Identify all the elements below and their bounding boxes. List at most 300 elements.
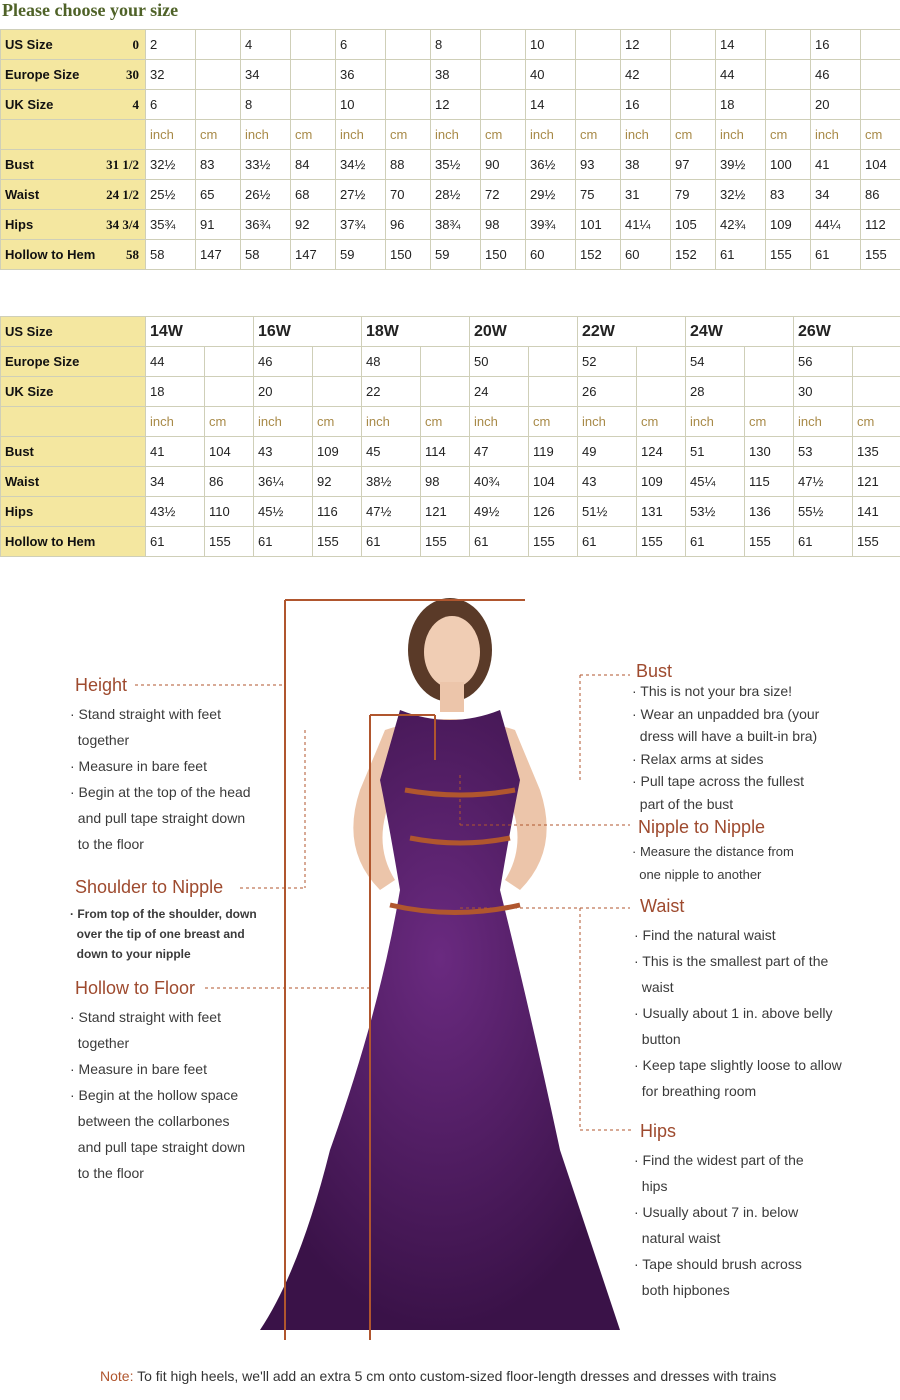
table-cell xyxy=(745,377,794,407)
note-key: Note: xyxy=(100,1368,134,1384)
table-row xyxy=(1,240,900,270)
table-cell: 86 xyxy=(861,180,900,210)
table-cell: cm xyxy=(576,120,621,150)
table-cell: 131 xyxy=(637,497,686,527)
table-cell: 14 xyxy=(526,90,576,120)
table-cell xyxy=(671,30,716,60)
table-cell: 61 xyxy=(686,527,745,557)
table-cell xyxy=(386,90,431,120)
table-cell: 61 xyxy=(578,527,637,557)
bust-instruction-line: part of the bust xyxy=(632,795,734,812)
table-cell: 49½ xyxy=(470,497,529,527)
table-cell: 91 xyxy=(196,210,241,240)
table-cell xyxy=(481,90,526,120)
bust-instruction-line: · Relax arms at sides xyxy=(632,750,764,767)
table-row xyxy=(1,437,900,467)
table-row xyxy=(1,210,900,240)
hollow-instruction-line: · Measure in bare feet xyxy=(70,1061,207,1077)
table-cell: 2 xyxy=(146,30,196,60)
table-cell: 88 xyxy=(386,150,431,180)
table-cell: 147 xyxy=(196,240,241,270)
height-instruction-line: and pull tape straight down xyxy=(70,810,246,826)
table-cell: 44¼ xyxy=(811,210,861,240)
table-cell: inch xyxy=(811,120,861,150)
hollow-instruction-line: between the collarbones xyxy=(70,1113,230,1129)
hollow-instruction-line: and pull tape straight down xyxy=(70,1139,246,1155)
table-cell: 18 xyxy=(146,377,205,407)
height-label: Height xyxy=(75,675,128,695)
size-header: 22W xyxy=(578,317,686,347)
table-cell: 155 xyxy=(529,527,578,557)
table-cell: 10 xyxy=(336,90,386,120)
table-cell: cm xyxy=(766,120,811,150)
table-cell: 40¾ xyxy=(470,467,529,497)
table-cell: 109 xyxy=(766,210,811,240)
bust-instruction-line: dress will have a built-in bra) xyxy=(632,728,818,744)
table-cell: 75 xyxy=(576,180,621,210)
table-cell: 86 xyxy=(205,467,254,497)
table-row xyxy=(1,60,900,90)
waist-instruction-line: · This is the smallest part of the xyxy=(634,953,829,969)
table-cell: 124 xyxy=(637,437,686,467)
bust-instruction-line: · Pull tape across the fullest xyxy=(632,773,804,789)
table-cell xyxy=(196,90,241,120)
table-cell: 24 xyxy=(470,377,529,407)
table-cell: 96 xyxy=(386,210,431,240)
size-header: 14W xyxy=(146,317,254,347)
hips-label: Hips xyxy=(640,1121,677,1141)
table-cell: 83 xyxy=(766,180,811,210)
size-header: 18W xyxy=(362,317,470,347)
waist-instruction-line: for breathing room xyxy=(634,1083,757,1099)
table-cell: 40 xyxy=(526,60,576,90)
row-label-text: UK Size xyxy=(5,97,54,112)
table-cell: 135 xyxy=(853,437,900,467)
table-cell: 36 xyxy=(336,60,386,90)
hips-instruction-line: · Usually about 7 in. below xyxy=(634,1204,799,1220)
table-cell: 25½ xyxy=(146,180,196,210)
table-cell xyxy=(313,377,362,407)
table-cell: 70 xyxy=(386,180,431,210)
table-cell xyxy=(313,347,362,377)
row-label: Hollow to Hem xyxy=(1,527,146,557)
table-cell: 79 xyxy=(671,180,716,210)
table-cell: 26½ xyxy=(241,180,291,210)
table-cell: 109 xyxy=(637,467,686,497)
table-cell: 83 xyxy=(196,150,241,180)
table-cell: 16 xyxy=(621,90,671,120)
table-cell xyxy=(481,60,526,90)
table-cell: 12 xyxy=(621,30,671,60)
table-cell: 141 xyxy=(853,497,900,527)
height-instruction-line: · Begin at the top of the head xyxy=(70,784,251,800)
size-table-standard xyxy=(0,29,900,270)
table-cell xyxy=(421,347,470,377)
footnote xyxy=(100,1368,776,1384)
table-cell xyxy=(861,90,900,120)
table-cell: 43 xyxy=(578,467,637,497)
nipple-instruction-line: · Measure the distance from xyxy=(632,844,794,859)
height-instruction-line: to the floor xyxy=(70,836,144,852)
table-cell: 152 xyxy=(576,240,621,270)
table-cell: 34 xyxy=(241,60,291,90)
table-cell: 35½ xyxy=(431,150,481,180)
table-cell: 155 xyxy=(861,240,900,270)
table-cell: 58 xyxy=(146,240,196,270)
table-cell: 39¾ xyxy=(526,210,576,240)
hollow-instruction-line: · Stand straight with feet xyxy=(70,1009,221,1025)
table-cell: 150 xyxy=(386,240,431,270)
table-cell: 51 xyxy=(686,437,745,467)
table-cell: 22 xyxy=(362,377,421,407)
row-label: Hips xyxy=(1,497,146,527)
table-cell: 8 xyxy=(431,30,481,60)
table-cell: 16 xyxy=(811,30,861,60)
table-cell: inch xyxy=(241,120,291,150)
row-label: US Size xyxy=(1,317,146,347)
table-cell xyxy=(576,90,621,120)
table-cell: 48 xyxy=(362,347,421,377)
table-cell: 14 xyxy=(716,30,766,60)
table-cell: inch xyxy=(336,120,386,150)
table-cell: 97 xyxy=(671,150,716,180)
bust-instructions xyxy=(632,680,819,815)
table-cell: 105 xyxy=(671,210,716,240)
hips-instruction-line: · Find the widest part of the xyxy=(634,1152,804,1168)
table-cell: 126 xyxy=(529,497,578,527)
waist-instruction-line: · Find the natural waist xyxy=(634,927,776,943)
table-cell: cm xyxy=(313,407,362,437)
waist-instruction-line: button xyxy=(634,1031,681,1047)
size-table-plus xyxy=(0,316,900,557)
waist-label: Waist xyxy=(640,896,685,916)
table-cell: cm xyxy=(421,407,470,437)
hollow-instruction-line: together xyxy=(70,1035,130,1051)
shoulder-instructions xyxy=(70,904,257,964)
table-row xyxy=(1,527,900,557)
table-cell: 61 xyxy=(470,527,529,557)
table-cell: 155 xyxy=(853,527,900,557)
table-cell xyxy=(745,347,794,377)
table-cell: inch xyxy=(794,407,853,437)
table-cell: 36½ xyxy=(526,150,576,180)
row-base-value: 24 1/2 xyxy=(106,187,139,202)
row-label xyxy=(1,30,146,60)
table-cell: 37¾ xyxy=(336,210,386,240)
shoulder-instruction-line: · From top of the shoulder, down xyxy=(70,907,257,921)
table-cell: 6 xyxy=(336,30,386,60)
table-cell xyxy=(671,90,716,120)
table-cell: 41 xyxy=(811,150,861,180)
table-cell: 38 xyxy=(621,150,671,180)
table-cell: 61 xyxy=(811,240,861,270)
table-cell xyxy=(671,60,716,90)
row-base-value: 58 xyxy=(126,247,139,262)
table-cell: 104 xyxy=(205,437,254,467)
row-base-value: 30 xyxy=(126,67,139,82)
row-label xyxy=(1,90,146,120)
table-cell: 31 xyxy=(621,180,671,210)
table-cell: 28 xyxy=(686,377,745,407)
table-cell: 114 xyxy=(421,437,470,467)
table-cell: 109 xyxy=(313,437,362,467)
table-cell: 34 xyxy=(146,467,205,497)
row-label xyxy=(1,210,146,240)
table-cell: 115 xyxy=(745,467,794,497)
table-cell: 55½ xyxy=(794,497,853,527)
row-label xyxy=(1,407,146,437)
table-cell: 8 xyxy=(241,90,291,120)
table-cell: 36¼ xyxy=(254,467,313,497)
table-cell: 49 xyxy=(578,437,637,467)
table-cell: 130 xyxy=(745,437,794,467)
table-cell: 100 xyxy=(766,150,811,180)
table-cell xyxy=(766,90,811,120)
table-cell: inch xyxy=(146,407,205,437)
table-cell: inch xyxy=(431,120,481,150)
row-label-text: Hollow to Hem xyxy=(5,247,96,262)
table-cell: 61 xyxy=(254,527,313,557)
row-label-text: Hips xyxy=(5,217,34,232)
hips-instruction-line: both hipbones xyxy=(634,1282,730,1298)
table-cell: 47½ xyxy=(362,497,421,527)
table-cell: 43 xyxy=(254,437,313,467)
table-cell: 93 xyxy=(576,150,621,180)
bust-instruction-line: · This is not your bra size! xyxy=(632,683,793,699)
table-cell: 155 xyxy=(205,527,254,557)
table-cell xyxy=(386,60,431,90)
table-cell: 46 xyxy=(811,60,861,90)
table-cell: 53½ xyxy=(686,497,745,527)
table-cell: 26 xyxy=(578,377,637,407)
table-cell: 84 xyxy=(291,150,336,180)
table-cell: 29½ xyxy=(526,180,576,210)
table-cell: inch xyxy=(362,407,421,437)
table-row xyxy=(1,30,900,60)
table-cell: 110 xyxy=(205,497,254,527)
model-silhouette xyxy=(260,598,620,1330)
row-label: Europe Size xyxy=(1,347,146,377)
table-cell: 155 xyxy=(313,527,362,557)
nipple-instructions xyxy=(632,841,794,886)
table-cell xyxy=(291,60,336,90)
waist-instruction-line: · Keep tape slightly loose to allow xyxy=(634,1057,842,1073)
table-cell: 104 xyxy=(529,467,578,497)
table-cell: 60 xyxy=(526,240,576,270)
row-label xyxy=(1,180,146,210)
table-cell: 121 xyxy=(853,467,900,497)
table-cell: 59 xyxy=(336,240,386,270)
table-cell: 61 xyxy=(716,240,766,270)
table-cell: cm xyxy=(481,120,526,150)
table-cell: 61 xyxy=(794,527,853,557)
table-cell: 44 xyxy=(146,347,205,377)
table-cell: inch xyxy=(686,407,745,437)
row-label xyxy=(1,240,146,270)
table-cell: 59 xyxy=(431,240,481,270)
table-row xyxy=(1,467,900,497)
row-label xyxy=(1,120,146,150)
table-cell: 45¼ xyxy=(686,467,745,497)
table-cell: 34½ xyxy=(336,150,386,180)
table-cell: 39½ xyxy=(716,150,766,180)
table-cell xyxy=(421,377,470,407)
table-cell xyxy=(576,60,621,90)
bust-instruction-line: · Wear an unpadded bra (your xyxy=(632,705,820,722)
table-cell: 147 xyxy=(291,240,336,270)
size-header: 16W xyxy=(254,317,362,347)
table-cell: cm xyxy=(291,120,336,150)
table-cell: 155 xyxy=(637,527,686,557)
nipple-instruction-line: one nipple to another xyxy=(632,866,762,882)
table-cell: 101 xyxy=(576,210,621,240)
note-text: To fit high heels, we'll add an extra 5 cm onto custom-sized floor-length dresses and dresses with trains xyxy=(133,1368,777,1384)
table-cell: 104 xyxy=(861,150,900,180)
table-cell: 47 xyxy=(470,437,529,467)
table-cell: 45½ xyxy=(254,497,313,527)
table-cell xyxy=(205,377,254,407)
table-cell: 98 xyxy=(481,210,526,240)
table-cell: 32½ xyxy=(716,180,766,210)
table-cell: 32 xyxy=(146,60,196,90)
table-row xyxy=(1,180,900,210)
table-cell: 51½ xyxy=(578,497,637,527)
waist-instruction-line: · Usually about 1 in. above belly xyxy=(634,1005,833,1021)
table-cell xyxy=(766,60,811,90)
table-row xyxy=(1,377,900,407)
table-cell xyxy=(386,30,431,60)
shoulder-to-nipple-label: Shoulder to Nipple xyxy=(75,877,224,897)
table-cell: 60 xyxy=(621,240,671,270)
hollow-to-floor-label: Hollow to Floor xyxy=(75,978,196,998)
table-cell xyxy=(291,90,336,120)
table-cell xyxy=(196,60,241,90)
bust-label: Bust xyxy=(636,661,673,681)
table-cell: 46 xyxy=(254,347,313,377)
table-cell xyxy=(637,347,686,377)
row-base-value: 31 1/2 xyxy=(106,157,139,172)
table-cell: 35¾ xyxy=(146,210,196,240)
table-row xyxy=(1,150,900,180)
table-row xyxy=(1,317,900,347)
table-cell: 33½ xyxy=(241,150,291,180)
table-row xyxy=(1,90,900,120)
waist-instruction-line: waist xyxy=(634,979,674,995)
hips-instruction-line: hips xyxy=(634,1178,668,1194)
table-cell: 58 xyxy=(241,240,291,270)
table-cell: 41¼ xyxy=(621,210,671,240)
table-cell xyxy=(196,30,241,60)
shoulder-instruction-line: down to your nipple xyxy=(70,947,191,961)
table-cell: inch xyxy=(146,120,196,150)
shoulder-instruction-line: over the tip of one breast and xyxy=(70,927,245,941)
table-cell xyxy=(481,30,526,60)
table-cell: cm xyxy=(637,407,686,437)
table-cell: 56 xyxy=(794,347,853,377)
row-label xyxy=(1,60,146,90)
row-label-text: US Size xyxy=(5,37,53,52)
table-cell xyxy=(853,377,900,407)
table-cell: inch xyxy=(578,407,637,437)
table-cell: 150 xyxy=(481,240,526,270)
table-cell: inch xyxy=(254,407,313,437)
table-cell: 28½ xyxy=(431,180,481,210)
size-header: 20W xyxy=(470,317,578,347)
table-cell: inch xyxy=(526,120,576,150)
height-instruction-line: · Stand straight with feet xyxy=(70,706,221,722)
table-cell: 42¾ xyxy=(716,210,766,240)
row-label: Bust xyxy=(1,437,146,467)
table-row xyxy=(1,120,900,150)
table-cell: cm xyxy=(196,120,241,150)
table-cell: inch xyxy=(716,120,766,150)
table-cell xyxy=(576,30,621,60)
table-row xyxy=(1,497,900,527)
table-cell: 155 xyxy=(766,240,811,270)
table-cell: 30 xyxy=(794,377,853,407)
height-instruction-line: together xyxy=(70,732,130,748)
table-cell: 10 xyxy=(526,30,576,60)
hollow-instructions xyxy=(70,1004,245,1186)
table-cell: 38 xyxy=(431,60,481,90)
table-cell: 20 xyxy=(811,90,861,120)
hollow-instruction-line: · Begin at the hollow space xyxy=(70,1087,239,1103)
nipple-to-nipple-label: Nipple to Nipple xyxy=(638,817,766,837)
table-cell: 4 xyxy=(241,30,291,60)
table-cell: cm xyxy=(745,407,794,437)
table-cell: 6 xyxy=(146,90,196,120)
table-cell: 54 xyxy=(686,347,745,377)
row-label-text: Waist xyxy=(5,187,40,202)
table-cell: 61 xyxy=(146,527,205,557)
height-instruction-line: · Measure in bare feet xyxy=(70,758,207,774)
waist-instructions xyxy=(634,922,842,1104)
size-header: 24W xyxy=(686,317,794,347)
table-cell: 50 xyxy=(470,347,529,377)
table-cell: 92 xyxy=(291,210,336,240)
table-cell: 52 xyxy=(578,347,637,377)
table-cell: 53 xyxy=(794,437,853,467)
table-cell: 47½ xyxy=(794,467,853,497)
table-cell: 65 xyxy=(196,180,241,210)
table-cell: 61 xyxy=(362,527,421,557)
table-cell xyxy=(861,60,900,90)
table-cell: 112 xyxy=(861,210,900,240)
table-cell: 42 xyxy=(621,60,671,90)
table-cell: 32½ xyxy=(146,150,196,180)
size-header: 26W xyxy=(794,317,900,347)
table-cell: 155 xyxy=(421,527,470,557)
height-instructions xyxy=(70,701,251,857)
table-cell: 38½ xyxy=(362,467,421,497)
table-cell xyxy=(637,377,686,407)
table-cell: 44 xyxy=(716,60,766,90)
table-cell: 41 xyxy=(146,437,205,467)
table-cell: 27½ xyxy=(336,180,386,210)
table-cell xyxy=(529,377,578,407)
table-cell: cm xyxy=(529,407,578,437)
table-cell: inch xyxy=(470,407,529,437)
hips-instruction-line: natural waist xyxy=(634,1230,721,1246)
table-cell xyxy=(529,347,578,377)
table-cell: 155 xyxy=(745,527,794,557)
table-cell xyxy=(766,30,811,60)
table-cell: 43½ xyxy=(146,497,205,527)
table-cell: cm xyxy=(671,120,716,150)
table-cell: 36¾ xyxy=(241,210,291,240)
hips-instruction-line: · Tape should brush across xyxy=(634,1256,802,1272)
table-cell xyxy=(853,347,900,377)
